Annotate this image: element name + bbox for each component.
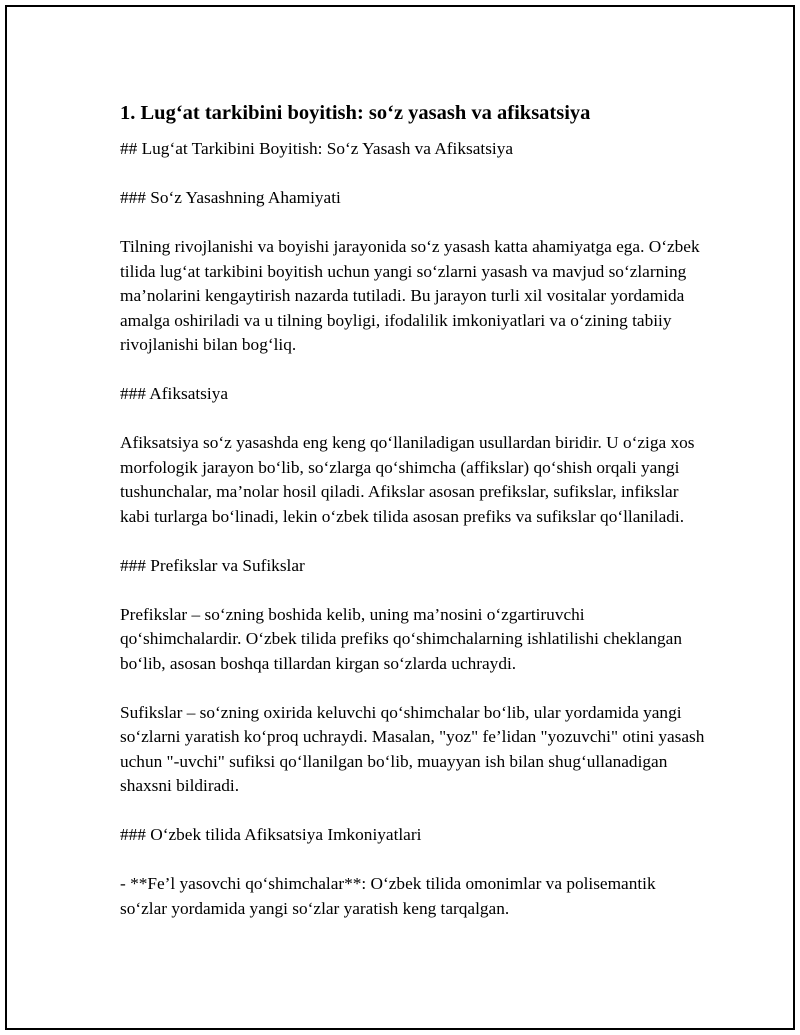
bullet-fe-l-yasovchi: - **Fe’l yasovchi qo‘shimchalar**: O‘zbek tilida omonimlar va polisemantik so‘zlar yordamida yangi so‘zlar yaratish keng tarqalgan. [120, 874, 660, 918]
document-page [5, 5, 795, 1030]
section-heading-prefikslar-sufikslar: ### Prefikslar va Sufikslar [120, 555, 305, 575]
paragraph-prefikslar: Prefikslar – so‘zning boshida kelib, uning ma’nosini o‘zgartiruvchi qo‘shimchalardir. O‘zbek tilida prefiks qo‘shimchalarning ishlatilishi cheklangan bo‘lib, asosan boshqa tillardan kirgan so‘zlarda uchraydi. [120, 604, 687, 673]
document-content [120, 99, 709, 946]
paragraph-so-z-yasash: Tilning rivojlanishi va boyishi jarayonida so‘z yasash katta ahamiyatga ega. O‘zbek tilida lug‘at tarkibini boyitish uchun yangi so‘zlarni yasash va mavjud so‘zlarning ma’nolarini kengaytirish nazarda tutiladi. Bu jarayon turli xil vositalar yordamida amalga oshiriladi va u tilning boyligi, ifodalilik imkoniyatlari va o‘zining tabiiy rivojlanishi bilan bog‘liq. [120, 237, 704, 354]
document-title: 1. Lug‘at tarkibini boyitish: so‘z yasash va afiksatsiya [120, 102, 591, 124]
markdown-h2-line: ## Lug‘at Tarkibini Boyitish: So‘z Yasash va Afiksatsiya [120, 139, 514, 158]
section-heading-afiksatsiya: ### Afiksatsiya [120, 384, 228, 403]
section-heading-imkoniyatlari: ### O‘zbek tilida Afiksatsiya Imkoniyatlari [120, 825, 422, 844]
section-heading-so-z-yasash: ### So‘z Yasashning Ahamiyati [120, 188, 341, 207]
paragraph-sufikslar: Sufikslar – so‘zning oxirida keluvchi qo‘shimchalar bo‘lib, ular yordamida yangi so‘zlarni yaratish ko‘proq uchraydi. Masalan, "yoz" fe’lidan "yozuvchi" otini yasash uchun "-uvchi" sufiksi qo‘llanilgan bo‘lib, muayyan ish bilan shug‘ullanadigan shaxsni bildiradi. [120, 702, 709, 795]
paragraph-afiksatsiya: Afiksatsiya so‘z yasashda eng keng qo‘llaniladigan usullardan biridir. U o‘ziga xos morfologik jarayon bo‘lib, so‘zlarga qo‘shimcha (affikslar) qo‘shish orqali yangi tushunchalar, ma’nolar hosil qiladi. Afikslar asosan prefikslar, sufikslar, infikslar kabi turlarga bo‘linadi, lekin o‘zbek tilida asosan prefiks va sufikslar qo‘llaniladi. [120, 433, 699, 526]
